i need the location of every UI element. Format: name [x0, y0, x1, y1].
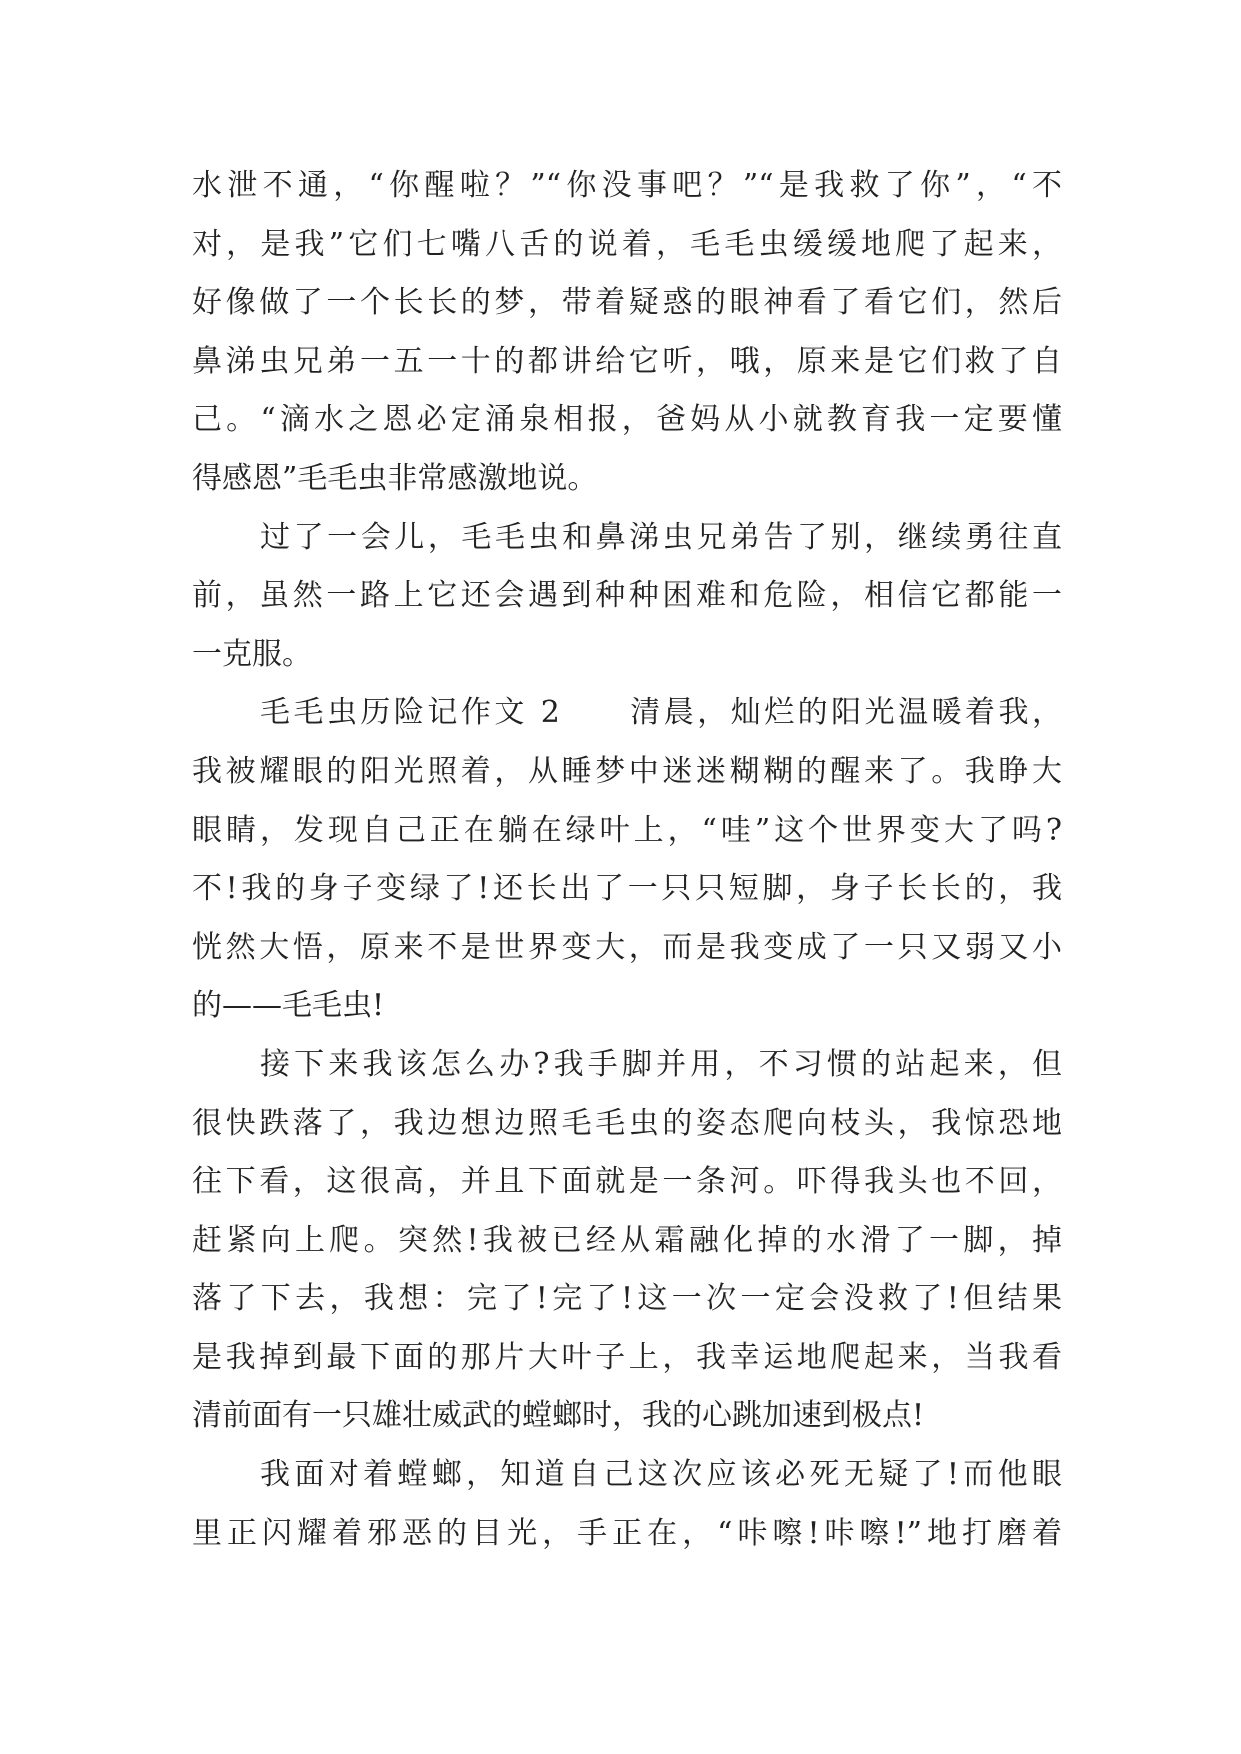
essay-text	[192, 157, 1062, 1563]
text-line: 接下来我该怎么办?我手脚并用，不习惯的站起来，但	[260, 1046, 1062, 1082]
text-line: 清前面有一只雄壮威武的螳螂时，我的心跳加速到极点!	[192, 1398, 925, 1434]
text-line: 过了一会儿，毛毛虫和鼻涕虫兄弟告了别，继续勇往直	[260, 519, 1062, 555]
text-line: 往下看，这很高，并且下面就是一条河。吓得我头也不回，	[192, 1164, 1062, 1200]
text-line: 一克服。	[192, 636, 312, 672]
text-line: 是我掉到最下面的那片大叶子上，我幸运地爬起来，当我看	[192, 1339, 1062, 1375]
text-line: 里正闪耀着邪恶的目光，手正在，“咔嚓!咔嚓!”地打磨着	[192, 1515, 1062, 1551]
text-line: 我被耀眼的阳光照着，从睡梦中迷迷糊糊的醒来了。我睁大	[192, 753, 1062, 789]
text-line: 落了下去，我想：完了!完了!这一次一定会没救了!但结果	[192, 1281, 1062, 1317]
text-line: 恍然大悟，原来不是世界变大，而是我变成了一只又弱又小	[192, 929, 1062, 965]
essay-heading-line: 毛毛虫历险记作文 2 清晨，灿烂的阳光温暖着我，	[260, 695, 1062, 731]
text-line: 水泄不通，“你醒啦？”“你没事吧？”“是我救了你”，“不	[192, 168, 1062, 203]
text-line: 好像做了一个长长的梦，带着疑惑的眼神看了看它们，然后	[192, 285, 1062, 321]
text-line: 的——毛毛虫!	[192, 988, 385, 1024]
text-line: 己。“滴水之恩必定涌泉相报，爸妈从小就教育我一定要懂	[192, 402, 1062, 438]
text-line: 得感恩”毛毛虫非常感激地说。	[192, 460, 598, 496]
text-line: 很快跌落了，我边想边照毛毛虫的姿态爬向枝头，我惊恐地	[192, 1105, 1062, 1141]
text-line: 鼻涕虫兄弟一五一十的都讲给它听，哦，原来是它们救了自	[192, 343, 1062, 379]
text-line: 不!我的身子变绿了!还长出了一只只短脚，身子长长的，我	[192, 871, 1062, 907]
text-line: 眼睛，发现自己正在躺在绿叶上，“哇”这个世界变大了吗?	[192, 812, 1062, 848]
text-line: 对，是我”它们七嘴八舌的说着，毛毛虫缓缓地爬了起来，	[192, 226, 1062, 262]
text-line: 我面对着螳螂，知道自己这次应该必死无疑了!而他眼	[260, 1457, 1062, 1493]
text-line: 前，虽然一路上它还会遇到种种困难和危险，相信它都能一	[192, 578, 1062, 614]
text-line: 赶紧向上爬。突然!我被已经从霜融化掉的水滑了一脚，掉	[192, 1222, 1062, 1258]
